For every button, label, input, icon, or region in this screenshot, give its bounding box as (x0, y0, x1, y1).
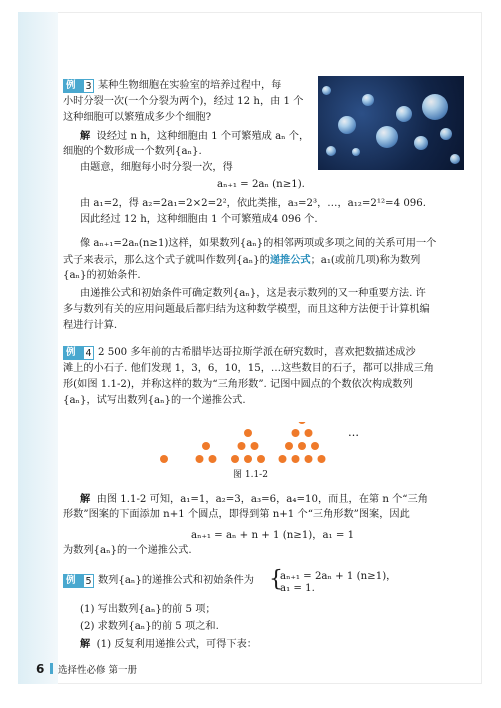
solution-5-label: 解 (80, 638, 91, 650)
example-4-number: 4 (83, 346, 94, 360)
example-3-solution-1 (63, 129, 309, 144)
definition-line-5: 多与数列有关的应用问题最后都归结为这种数学模型，而且这种方法便于计算机编 (63, 304, 430, 315)
example-3-tag: 例 (63, 79, 85, 93)
triangle-dot (160, 455, 168, 463)
solution-text: 设经过 n h，这种细胞由 1 个可繁殖成 aₙ 个， (96, 131, 310, 142)
solution-4-line-2: 形数”图案的下面添加 n+1 个圆点，即得到第 n+1 个“三角形数”图案，因此 (63, 509, 410, 520)
system-brace: { (269, 567, 283, 592)
triangle-dot (244, 455, 252, 463)
example-3-line-2: 小时分裂一次(一个分裂为两个)，经过 12 h，由 1 个 (63, 96, 304, 107)
figure-caption: 图 1.1-2 (233, 470, 268, 480)
page-number: 6 (36, 662, 45, 676)
cell-photo (318, 76, 464, 170)
example-4-line-1: 2 500 多年前的古希腊毕达哥拉斯学派在研究数时，喜欢把数描述成沙 (98, 347, 416, 358)
example-4-line-2: 滩上的小石子. 他们发现 1，3，6，10，15，…这些数目的石子，都可以排成三角 (63, 363, 434, 374)
system-equation-1: aₙ₊₁ = 2aₙ + 1 (n≥1)， (280, 571, 397, 582)
example-3-solution-5: 因此经过 12 h，这种细胞由 1 个可繁殖成4 096 个. (80, 214, 318, 225)
example-4-line-4: {aₙ}，试写出数列{aₙ}的一个递推公式. (63, 395, 246, 406)
example-3-line-3: 这种细胞可以繁殖成多少个细胞? (63, 112, 212, 123)
triangle-dot (305, 455, 313, 463)
solution-4-line-3: 为数列{aₙ}的一个递推公式. (63, 545, 192, 556)
example-3-number: 3 (83, 79, 94, 93)
definition-line-2 (63, 253, 420, 268)
triangle-dot (202, 442, 210, 450)
triangle-dot (238, 442, 246, 450)
definition-line-4: 由递推公式和初始条件可确定数列{aₙ}，这是表示数列的又一种重要方法. 许 (80, 288, 426, 299)
example-4-tag: 例 (63, 346, 85, 360)
example-3-solution-3: 由题意，细胞每小时分裂一次，得 (80, 162, 233, 173)
example-3-equation: aₙ₊₁ = 2aₙ (n≥1). (217, 179, 305, 190)
definition-text-b: ；a₁(或前几项)称为数列 (310, 255, 421, 266)
solution-4-text: 由图 1.1-2 可知，a₁=1，a₂=3，a₃=6，a₄=10，而且，在第 n 个“三角 (96, 494, 428, 505)
triangle-dot (292, 455, 300, 463)
example-4-line-3: 形(如图 1.1-2)，并称这样的数为“三角形数”. 记图中圆点的个数依次构成数列 (63, 379, 413, 390)
triangle-dot (292, 429, 300, 437)
definition-line-3: {aₙ}的初始条件. (63, 270, 141, 281)
triangle-dot (244, 429, 252, 437)
example-3-solution-2: 细胞的个数形成一个数列{aₙ}. (63, 146, 202, 157)
solution-label: 解 (80, 130, 91, 142)
example-5-intro: 数列{aₙ}的递推公式和初始条件为 (98, 575, 254, 586)
definition-line-6: 程进行计算. (63, 320, 118, 331)
solution-5-text: (1) 反复利用递推公式，可得下表： (96, 639, 257, 650)
system-equation-2: a₁ = 1. (280, 583, 315, 594)
figure-ellipsis: … (348, 426, 359, 439)
triangle-dot (305, 429, 313, 437)
example-5-question-1: (1) 写出数列{aₙ}的前 5 项； (80, 604, 216, 615)
triangle-dot (311, 442, 319, 450)
definition-line-1: 像 aₙ₊₁=2aₙ(n≥1)这样，如果数列{aₙ}的相邻两项或多项之间的关系可用一个 (80, 238, 437, 249)
example-5-tag: 例 (63, 574, 85, 588)
triangle-dot (285, 442, 293, 450)
triangle-dot (279, 455, 287, 463)
triangle-dot (209, 455, 217, 463)
example-5-number: 5 (83, 574, 94, 588)
example-5-solution (63, 637, 257, 652)
triangle-dot (257, 455, 265, 463)
book-title: 选择性必修 第一册 (58, 665, 138, 676)
solution-4-equation: aₙ₊₁ = aₙ + n + 1 (n≥1)，a₁ = 1 (191, 530, 355, 541)
example-3-line-1: 某种生物细胞在实验室的培养过程中，每 (98, 80, 282, 91)
solution-4-line-1 (63, 492, 428, 507)
triangle-dot (298, 422, 306, 424)
triangle-dot (231, 455, 239, 463)
example-5-question-2: (2) 求数列{aₙ}的前 5 项之和. (80, 621, 219, 632)
definition-text-a: 式子来表示，那么这个式子就叫作数列{aₙ}的 (63, 255, 270, 266)
solution-4-label: 解 (80, 493, 91, 505)
triangle-dot (196, 455, 204, 463)
triangle-dot (298, 442, 306, 450)
triangle-dot (251, 442, 259, 450)
triangle-dot (318, 455, 326, 463)
example-3-solution-4: 由 a₁=2，得 a₂=2a₁=2×2=2²，依此类推，a₃=2³，…，a₁₂=2¹²=4 096. (80, 198, 426, 209)
footer-divider (50, 663, 53, 674)
left-margin-band (18, 12, 58, 684)
recursion-formula-term: 递推公式 (269, 254, 311, 266)
